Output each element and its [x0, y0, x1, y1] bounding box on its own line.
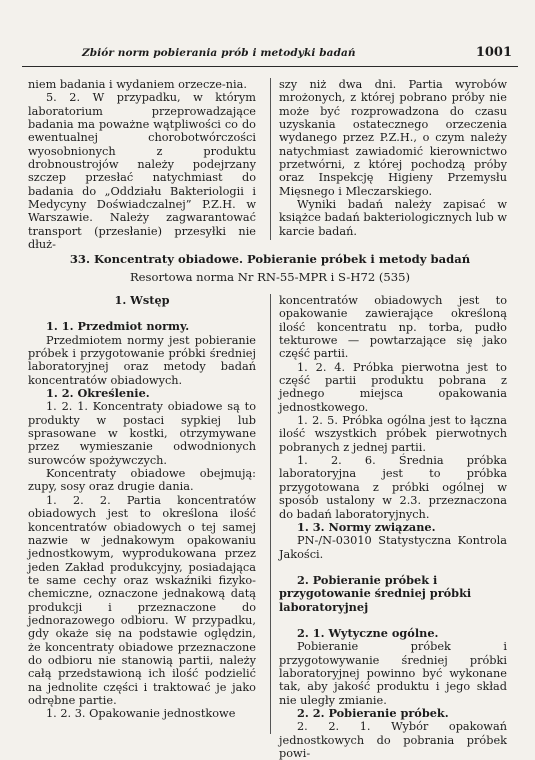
paragraph: Wyniki badań należy zapisać w książce badań bakteriologicznych lub w karcie badań. [279, 198, 507, 238]
paragraph: Pobieranie próbek i przygotowywanie średniej próbki laboratoryjnej powinno być wykonane tak, aby jakość produktu i jego skład nie uległy zmianie. [279, 640, 507, 707]
paragraph: 5. 2. W przypadku, w którym laboratorium przeprowadzające badania ma poważne wątpliwości co do ewentualnej chorobotwórczości wyosobnionych z produktu drobnoustrojów należy podejrzany szczep przesłać natychmiast do badania do „Oddziału Bakteriologii i Medycyny Doświadczalnej” P.Z.H. w Warszawie. Należy zagwarantować transport (przesłanie) przesyłki nie dłuż- [28, 91, 256, 252]
paragraph: 1. 2. 6. Średnia próbka laboratoryjna jest to próbka przygotowana z próbki ogólnej w sposób ustalony w 2.3. przeznaczona do badań laboratoryjnych. [279, 454, 507, 521]
paragraph: 1. 2. 1. Koncentraty obiadowe są to produkty w postaci sypkiej lub sprasowane w kostki, otrzymywane przez wymieszanie odwodnionych surowców spożywczych. [28, 400, 256, 467]
column-divider [270, 294, 271, 734]
section-title: 33. Koncentraty obiadowe. Pobieranie próbek i metody badań [69, 252, 471, 266]
spacer [279, 614, 507, 627]
paragraph: niem badania i wydaniem orzecze-nia. [28, 78, 247, 91]
paragraph: 1. 2. 5. Próbka ogólna jest to łączna ilość wszystkich próbek pierwotnych pobranych z jednej partii. [279, 414, 507, 454]
paragraph: Koncentraty obiadowe obejmują: zupy, sosy oraz drugie dania. [28, 467, 256, 494]
heading-2-2: 2. 2. Pobieranie próbek. [297, 705, 449, 720]
paragraph: 1. 2. 4. Próbka pierwotna jest to część partii produktu pobrana z jednego miejsca opakowania jednostkowego. [279, 360, 507, 414]
running-header [22, 44, 518, 67]
running-title: Zbiór norm pobierania prób i metodyki badań [82, 47, 356, 59]
column-divider [270, 78, 271, 240]
page-number: 1001 [475, 45, 512, 60]
heading-1-2: 1. 2. Określenie. [46, 386, 150, 401]
main-right-column [279, 294, 507, 760]
heading-2: 2. Pobieranie próbek i przygotowanie średniej próbki laboratoryjnej [279, 572, 472, 614]
paragraph: PN-/N-03010 Statystyczna Kontrola Jakości. [279, 534, 507, 561]
spacer [279, 561, 507, 574]
paragraph: 1. 2. 2. Partia koncentratów obiadowych jest to określona ilość koncentratów obiadowych o tej samej nazwie w jednakowym opakowaniu jednostkowym, wyprodukowana przez jeden Zakład produkcyjny, posiadająca te same cechy oraz wskaźniki fizyko-chemiczne, oznaczone jednakową datą produkcji i przeznaczone do jednorazowego odbioru. W przypadku, gdy okaże się na podstawie oględzin, że koncentraty obiadowe przeznaczone do odbioru nie stanowią partii, należy całą przedstawioną ich ilość podzielić na jednolite części i traktować je jako odrębne partie. [28, 493, 256, 707]
main-left-column [28, 294, 256, 721]
section-subtitle: Resortowa norma Nr RN-55-MPR i S-H72 (535) [129, 270, 411, 284]
paragraph: 2. 2. 1. Wybór opakowań jednostkowych do pobrania próbek powi- [279, 720, 507, 760]
heading-1: 1. Wstęp [114, 293, 170, 307]
heading-1-1: 1. 1. Przedmiot normy. [46, 319, 190, 334]
heading-1-3: 1. 3. Normy związane. [297, 519, 436, 534]
heading-2-1: 2. 1. Wytyczne ogólne. [297, 625, 439, 640]
top-right-column [279, 78, 507, 238]
paragraph: Przedmiotem normy jest pobieranie próbek i przygotowanie próbki średniej laboratoryjnej oraz metody badań koncentratów obiadowych. [28, 333, 256, 387]
top-left-column [28, 78, 256, 251]
paragraph: 1. 2. 3. Opakowanie jednostkowe [46, 707, 236, 721]
paragraph: koncentratów obiadowych jest to opakowanie zawierające określoną ilość koncentratu np. torba, pudło tekturowe — powtarzające się jako część partii. [279, 294, 507, 361]
paragraph: szy niż dwa dni. Partia wyrobów mrożonych, z której pobrano próby nie może być rozprowadzona do czasu uzyskania ostatecznego orzeczenia wydanego przez P.Z.H., o czym należy natychmiast zawiadomić kierownictwo przetwórni, z której pochodzą próby oraz Inspekcję Higieny Przemysłu Mięsnego i Mleczarskiego. [279, 78, 507, 198]
